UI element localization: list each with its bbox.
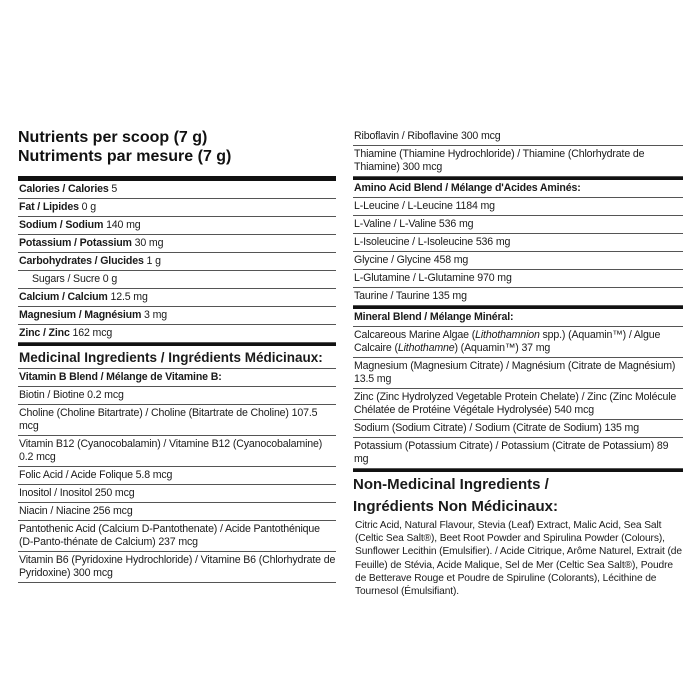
nutrients-title-fr: Nutriments par mesure (7 g)	[18, 148, 232, 165]
vitamin-b-list-continued	[353, 128, 683, 177]
amino-acid-row: Glycine / Glycine 458 mg	[353, 252, 683, 270]
nutrient-label: Sodium / Sodium	[19, 219, 104, 231]
vitamin-b-row: Biotin / Biotine 0.2 mcg	[18, 387, 336, 405]
medicinal-ingredients-title: Medicinal Ingredients / Ingrédients Médicinaux:	[18, 346, 336, 369]
mineral-row: Sodium (Sodium Citrate) / Sodium (Citrate de Sodium) 135 mg	[353, 420, 683, 438]
nutrient-label: Magnesium / Magnésium	[19, 309, 142, 321]
nutrient-value: 12.5 mg	[110, 291, 148, 303]
nutrient-label: Fat / Lipides	[19, 201, 79, 213]
amino-acid-list	[353, 198, 683, 306]
nutrient-value: 0 g	[81, 201, 96, 213]
nonmedicinal-title-fr: Ingrédients Non Médicinaux:	[353, 498, 559, 515]
nutrient-label: Zinc / Zinc	[19, 327, 70, 339]
mineral-row: Potassium (Potassium Citrate) / Potassium (Citrate de Potassium) 89 mg	[353, 438, 683, 469]
nutrient-row	[18, 289, 336, 307]
vitamin-b-row: Thiamine (Thiamine Hydrochloride) / Thiamine (Chlorhydrate de Thiamine) 300 mcg	[353, 146, 683, 177]
nutrient-value: 30 mg	[134, 237, 164, 249]
right-column	[353, 128, 683, 598]
nutrient-value: 140 mg	[106, 219, 141, 231]
nutrient-value: 5	[111, 183, 118, 195]
vitamin-b-row: Riboflavin / Riboflavine 300 mcg	[353, 128, 683, 146]
vitamin-b-row: Inositol / Inositol 250 mcg	[18, 485, 336, 503]
amino-acid-blend-header: Amino Acid Blend / Mélange d'Acides Aminés:	[353, 180, 683, 198]
nonmedicinal-title-en: Non-Medicinal Ingredients /	[353, 476, 549, 493]
mineral-blend-header: Mineral Blend / Mélange Minéral:	[353, 309, 683, 327]
nutrient-label: Sugars / Sucre	[32, 273, 100, 285]
mineral-list	[353, 358, 683, 469]
nutrient-row	[18, 181, 336, 199]
nutrient-value: 3 mg	[144, 309, 167, 321]
nutrient-list	[18, 181, 336, 343]
nutrient-row	[18, 217, 336, 235]
nutrients-title-en: Nutrients per scoop (7 g)	[18, 129, 208, 146]
vitamin-b-row: Pantothenic Acid (Calcium D-Pantothenate) / Acide Pantothénique (D-Panto-thénate de Calcium) 237 mcg	[18, 521, 336, 552]
nutrient-value: 0 g	[102, 273, 118, 285]
calcareous-algae-row: Calcareous Marine Algae (Lithothamnion spp.) (Aquamin™) / Algue Calcaire (Lithothamne) (Aquamin™) 37 mg	[353, 327, 683, 358]
nutrient-label: Calcium / Calcium	[19, 291, 108, 303]
amino-acid-row: L-Glutamine / L-Glutamine 970 mg	[353, 270, 683, 288]
nutrient-label: Calories / Calories	[19, 183, 109, 195]
nutrient-value: 162 mcg	[72, 327, 113, 339]
vitamin-b-blend-header: Vitamin B Blend / Mélange de Vitamine B:	[18, 369, 336, 387]
mineral-row: Zinc (Zinc Hydrolyzed Vegetable Protein Chelate) / Zinc (Zinc Molécule Chélatée de Protéine Végétale Hydrolysée) 540 mcg	[353, 389, 683, 420]
mineral-row: Magnesium (Magnesium Citrate) / Magnésium (Citrate de Magnésium) 13.5 mg	[353, 358, 683, 389]
vitamin-b-list	[18, 387, 336, 583]
nutrient-label: Potassium / Potassium	[19, 237, 132, 249]
nutrient-row	[18, 235, 336, 253]
nutrients-title-block	[18, 128, 336, 166]
nutrient-label: Carbohydrates / Glucides	[19, 255, 144, 267]
nonmedicinal-ingredients-text: Citric Acid, Natural Flavour, Stevia (Leaf) Extract, Malic Acid, Sea Salt (Celtic Sea Salt®), Beet Root Powder and Spirulina Powder (Colours), Sunflower Lecithin (Emulsifier). / Acide Citrique, Arôme Naturel, Extrait (de Feuille) de Stévia, Acide Malique, Sel de Mer (Celtic Sea Salt®), Poudre de Betterave Rouge et Poudre de Spiruline (Colorants), Lécithine de Tournesol (Émulsifiant).	[355, 520, 682, 598]
vitamin-b-row: Niacin / Niacine 256 mcg	[18, 503, 336, 521]
nutrient-row	[18, 271, 336, 289]
amino-acid-row: L-Valine / L-Valine 536 mg	[353, 216, 683, 234]
amino-acid-row: L-Leucine / L-Leucine 1184 mg	[353, 198, 683, 216]
nutrient-row	[18, 325, 336, 343]
amino-acid-row: L-Isoleucine / L-Isoleucine 536 mg	[353, 234, 683, 252]
vitamin-b-row: Folic Acid / Acide Folique 5.8 mcg	[18, 467, 336, 485]
amino-acid-row: Taurine / Taurine 135 mg	[353, 288, 683, 306]
nutrient-value: 1 g	[146, 255, 161, 267]
vitamin-b-row: Vitamin B12 (Cyanocobalamin) / Vitamine B12 (Cyanocobalamine) 0.2 mcg	[18, 436, 336, 467]
nutrient-row	[18, 253, 336, 271]
nutrient-row	[18, 199, 336, 217]
nutrient-row	[18, 307, 336, 325]
vitamin-b-row: Vitamin B6 (Pyridoxine Hydrochloride) / Vitamine B6 (Chlorhydrate de Pyridoxine) 300 mcg	[18, 552, 336, 583]
vitamin-b-row: Choline (Choline Bitartrate) / Choline (Bitartrate de Choline) 107.5 mcg	[18, 405, 336, 436]
left-column	[18, 128, 336, 583]
